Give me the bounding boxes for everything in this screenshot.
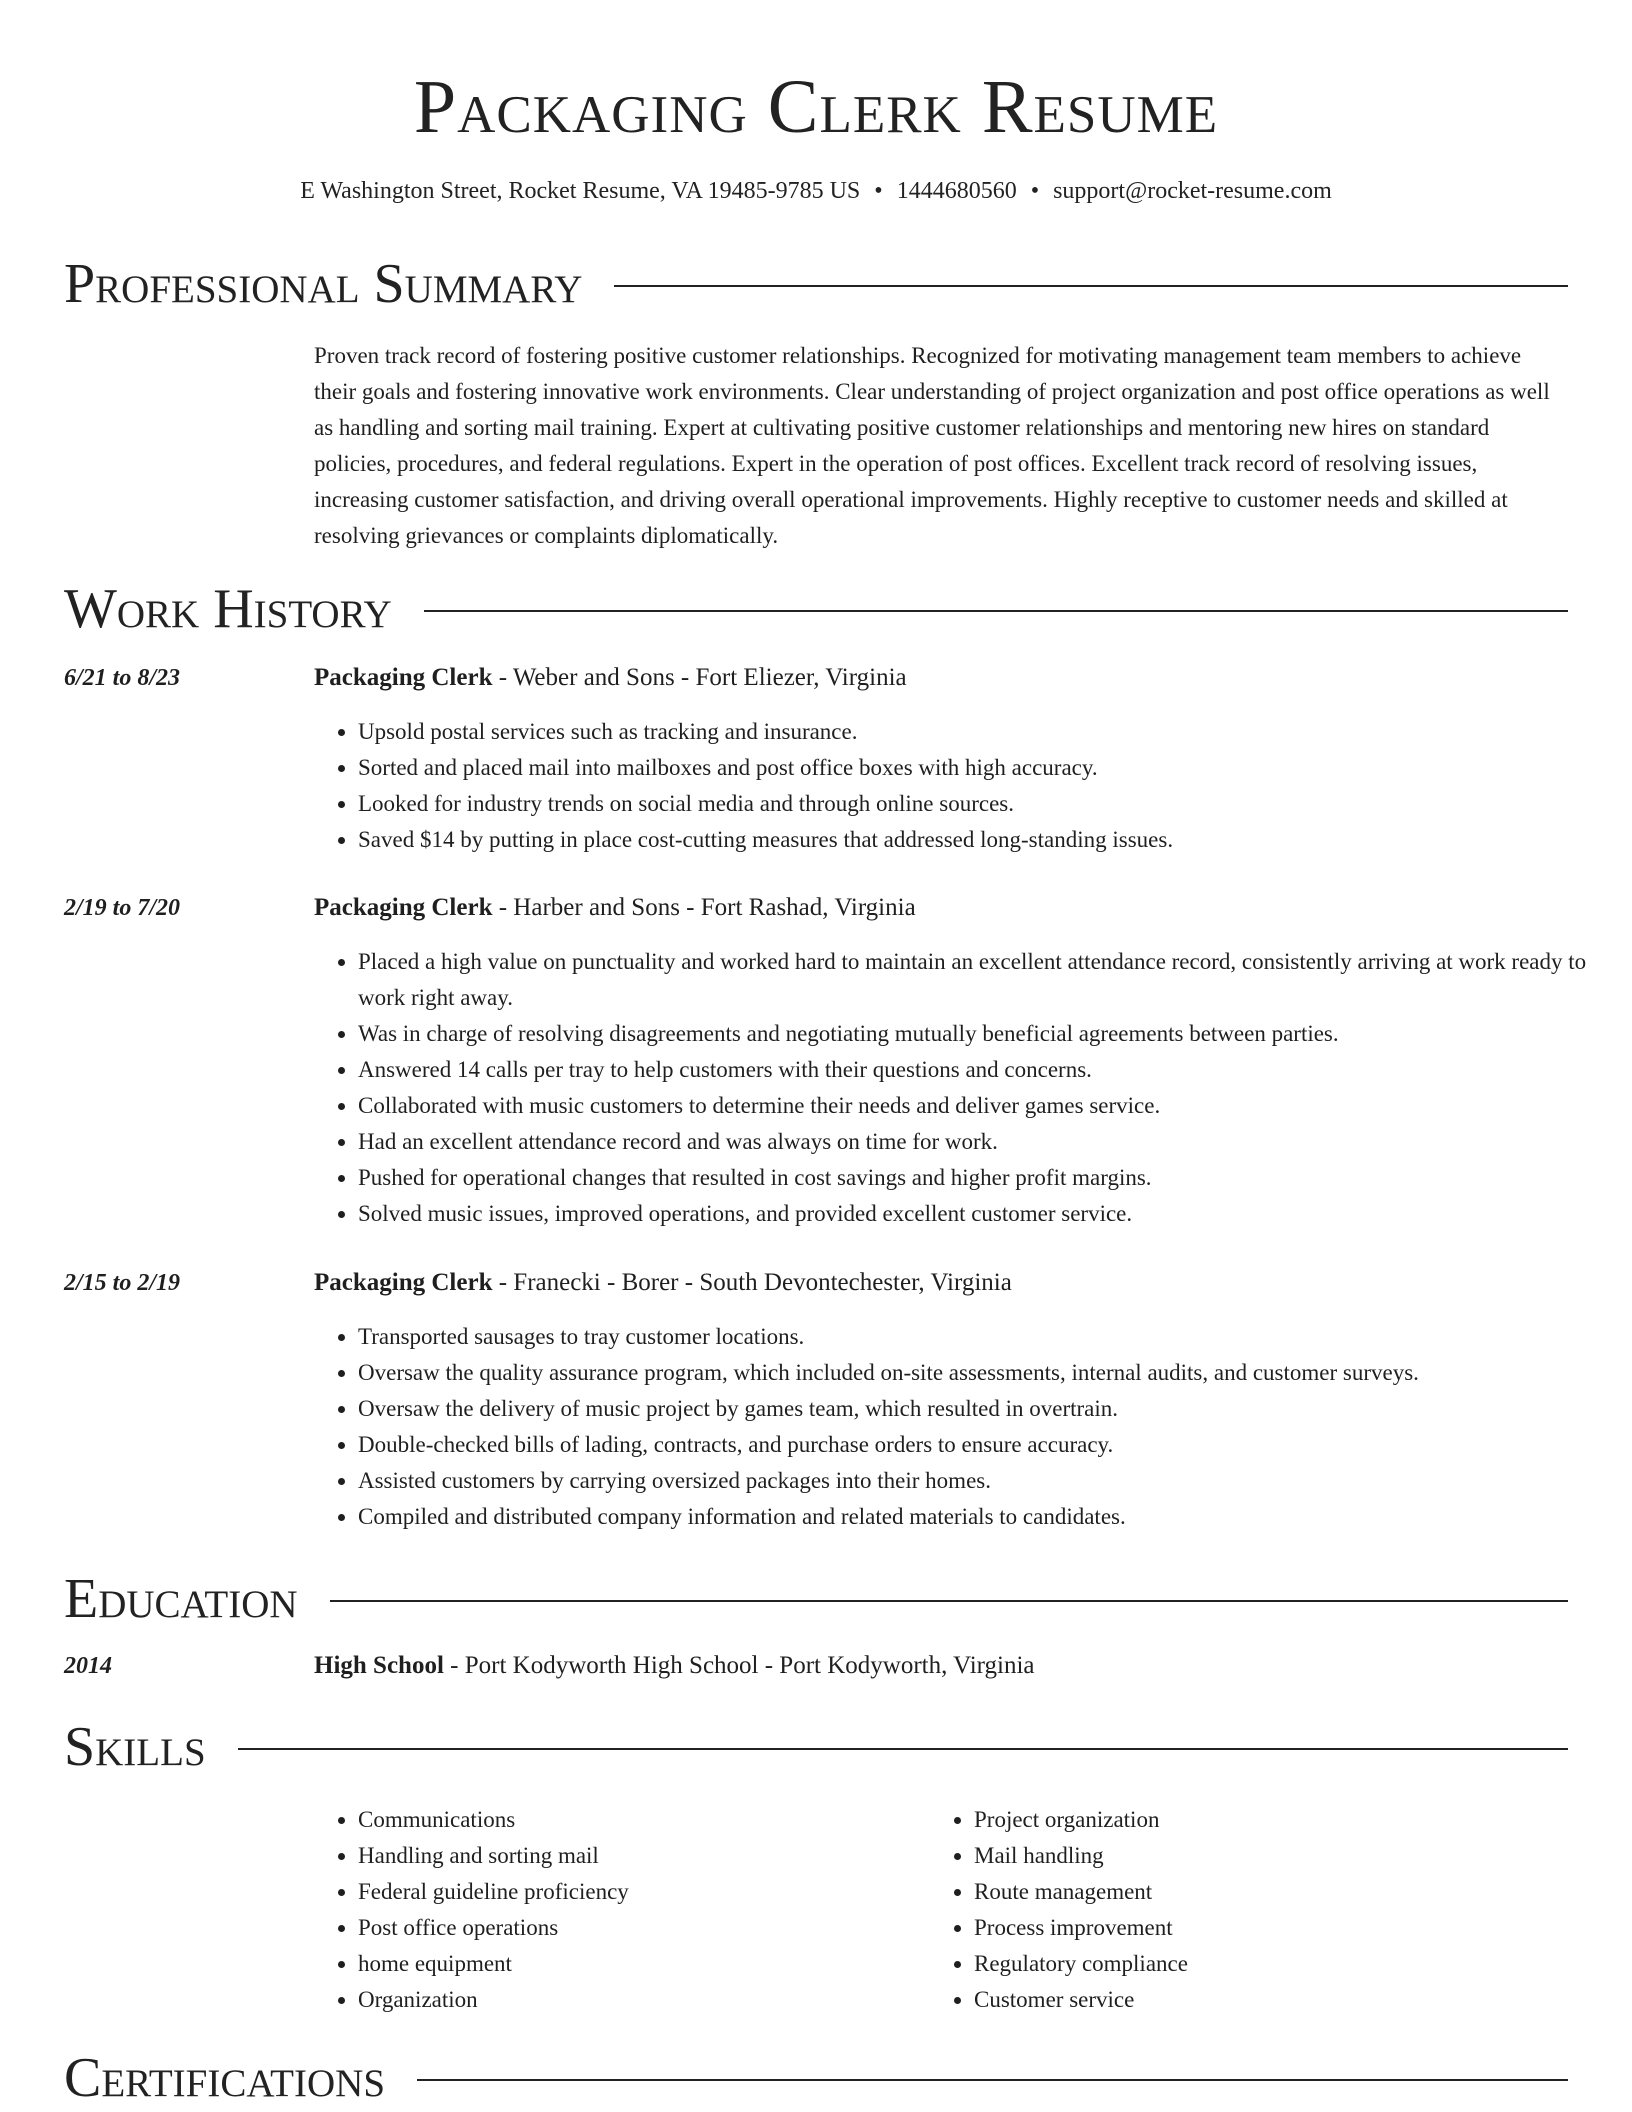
skill-item: • Regulatory compliance bbox=[974, 1946, 1534, 1982]
job-title: Packaging Clerk bbox=[314, 664, 493, 691]
section-divider bbox=[238, 1748, 1568, 1750]
job-heading bbox=[314, 1265, 1012, 1301]
list-item: • Upsold postal services such as tracking and insurance. bbox=[358, 714, 1608, 750]
list-item: • Looked for industry trends on social media and through online sources. bbox=[358, 786, 1608, 822]
list-item: • Saved $14 by putting in place cost-cutting measures that addressed long-standing issues. bbox=[358, 822, 1608, 858]
job-heading bbox=[314, 660, 907, 696]
skill-item: • Mail handling bbox=[974, 1838, 1534, 1874]
job-dates: 6/21 to 8/23 bbox=[64, 665, 181, 691]
contact-email: support@rocket-resume.com bbox=[1053, 178, 1332, 204]
list-item: • Sorted and placed mail into mailboxes and post office boxes with high accuracy. bbox=[358, 750, 1608, 786]
section-title-education: Education bbox=[64, 1568, 298, 1630]
section-header-summary bbox=[64, 252, 1568, 316]
section-divider bbox=[424, 610, 1568, 612]
education-degree: High School bbox=[314, 1652, 444, 1679]
education-year: 2014 bbox=[64, 1653, 112, 1679]
skill-item: • Federal guideline proficiency bbox=[358, 1874, 918, 1910]
list-item: • Had an excellent attendance record and was always on time for work. bbox=[358, 1124, 1608, 1160]
contact-separator: • bbox=[874, 178, 883, 204]
resume-title: Packaging Clerk Resume bbox=[413, 65, 1219, 149]
job-dates: 2/19 to 7/20 bbox=[64, 895, 181, 921]
skill-item: • home equipment bbox=[358, 1946, 918, 1982]
list-item: • Transported sausages to tray customer locations. bbox=[358, 1319, 1608, 1355]
summary-text: Proven track record of fostering positive customer relationships. Recognized for motivating management team members to achieve their goals and fostering innovative work environments. Clear understanding of project organization and post office operations as well as handling and sorting mail training. Expert at cultivating positive customer relationships and mentoring new hires on standard policies, procedures, and federal regulations. Expert in the operation of post offices. Excellent track record of resolving issues, increasing customer satisfaction, and driving overall operational improvements. Highly receptive to customer needs and skilled at resolving grievances or complaints diplomatically. bbox=[314, 343, 1550, 548]
list-item: • Oversaw the quality assurance program, which included on-site assessments, internal audits, and customer surveys. bbox=[358, 1355, 1608, 1391]
section-header-work bbox=[64, 577, 1568, 641]
skill-item: • Project organization bbox=[974, 1802, 1534, 1838]
skill-item: • Communications bbox=[358, 1802, 918, 1838]
education-details: - Port Kodyworth High School - Port Kodyworth, Virginia bbox=[443, 1652, 1035, 1679]
section-header-skills bbox=[64, 1715, 1568, 1779]
section-title-certifications: Certifications bbox=[64, 2047, 386, 2109]
job-bullets bbox=[314, 944, 1608, 1232]
job-details: - Franecki - Borer - South Devontechester, Virginia bbox=[492, 1269, 1012, 1296]
section-title-work: Work History bbox=[64, 578, 392, 640]
education-heading bbox=[314, 1648, 1035, 1684]
list-item: • Pushed for operational changes that resulted in cost savings and higher profit margins. bbox=[358, 1160, 1608, 1196]
section-header-education bbox=[64, 1567, 1568, 1631]
contact-line bbox=[0, 175, 1632, 207]
skill-item: • Process improvement bbox=[974, 1910, 1534, 1946]
job-title: Packaging Clerk bbox=[314, 1269, 493, 1296]
list-item: • Was in charge of resolving disagreements and negotiating mutually beneficial agreements between parties. bbox=[358, 1016, 1608, 1052]
job-details: - Harber and Sons - Fort Rashad, Virginia bbox=[492, 894, 916, 921]
skill-item: • Post office operations bbox=[358, 1910, 918, 1946]
list-item: • Double-checked bills of lading, contracts, and purchase orders to ensure accuracy. bbox=[358, 1427, 1608, 1463]
skill-item: • Customer service bbox=[974, 1982, 1534, 2018]
job-details: - Weber and Sons - Fort Eliezer, Virginia bbox=[492, 664, 907, 691]
contact-address: E Washington Street, Rocket Resume, VA 19485-9785 US bbox=[300, 178, 861, 204]
job-bullets bbox=[314, 714, 1608, 858]
section-divider bbox=[614, 285, 1568, 287]
section-title-summary: Professional Summary bbox=[64, 253, 583, 315]
list-item: • Collaborated with music customers to determine their needs and deliver games service. bbox=[358, 1088, 1608, 1124]
section-divider bbox=[417, 2079, 1568, 2081]
skill-item: • Organization bbox=[358, 1982, 918, 2018]
job-bullets bbox=[314, 1319, 1608, 1535]
section-header-certifications bbox=[64, 2046, 1568, 2110]
skills-list-right bbox=[930, 1802, 1534, 2018]
job-heading bbox=[314, 890, 916, 926]
job-dates: 2/15 to 2/19 bbox=[64, 1270, 181, 1296]
skills-list-left bbox=[314, 1802, 918, 2018]
contact-phone: 1444680560 bbox=[896, 178, 1017, 204]
job-title: Packaging Clerk bbox=[314, 894, 493, 921]
section-title-skills: Skills bbox=[64, 1716, 206, 1778]
list-item: • Solved music issues, improved operations, and provided excellent customer service. bbox=[358, 1196, 1608, 1232]
list-item: • Answered 14 calls per tray to help customers with their questions and concerns. bbox=[358, 1052, 1608, 1088]
skill-item: • Handling and sorting mail bbox=[358, 1838, 918, 1874]
section-divider bbox=[330, 1600, 1568, 1602]
skill-item: • Route management bbox=[974, 1874, 1534, 1910]
list-item: • Oversaw the delivery of music project by games team, which resulted in overtrain. bbox=[358, 1391, 1608, 1427]
contact-separator: • bbox=[1030, 178, 1040, 204]
list-item: • Compiled and distributed company information and related materials to candidates. bbox=[358, 1499, 1608, 1535]
list-item: • Assisted customers by carrying oversized packages into their homes. bbox=[358, 1463, 1608, 1499]
list-item: • Placed a high value on punctuality and worked hard to maintain an excellent attendance record, consistently arriving at work ready to work right away. bbox=[358, 944, 1608, 1016]
